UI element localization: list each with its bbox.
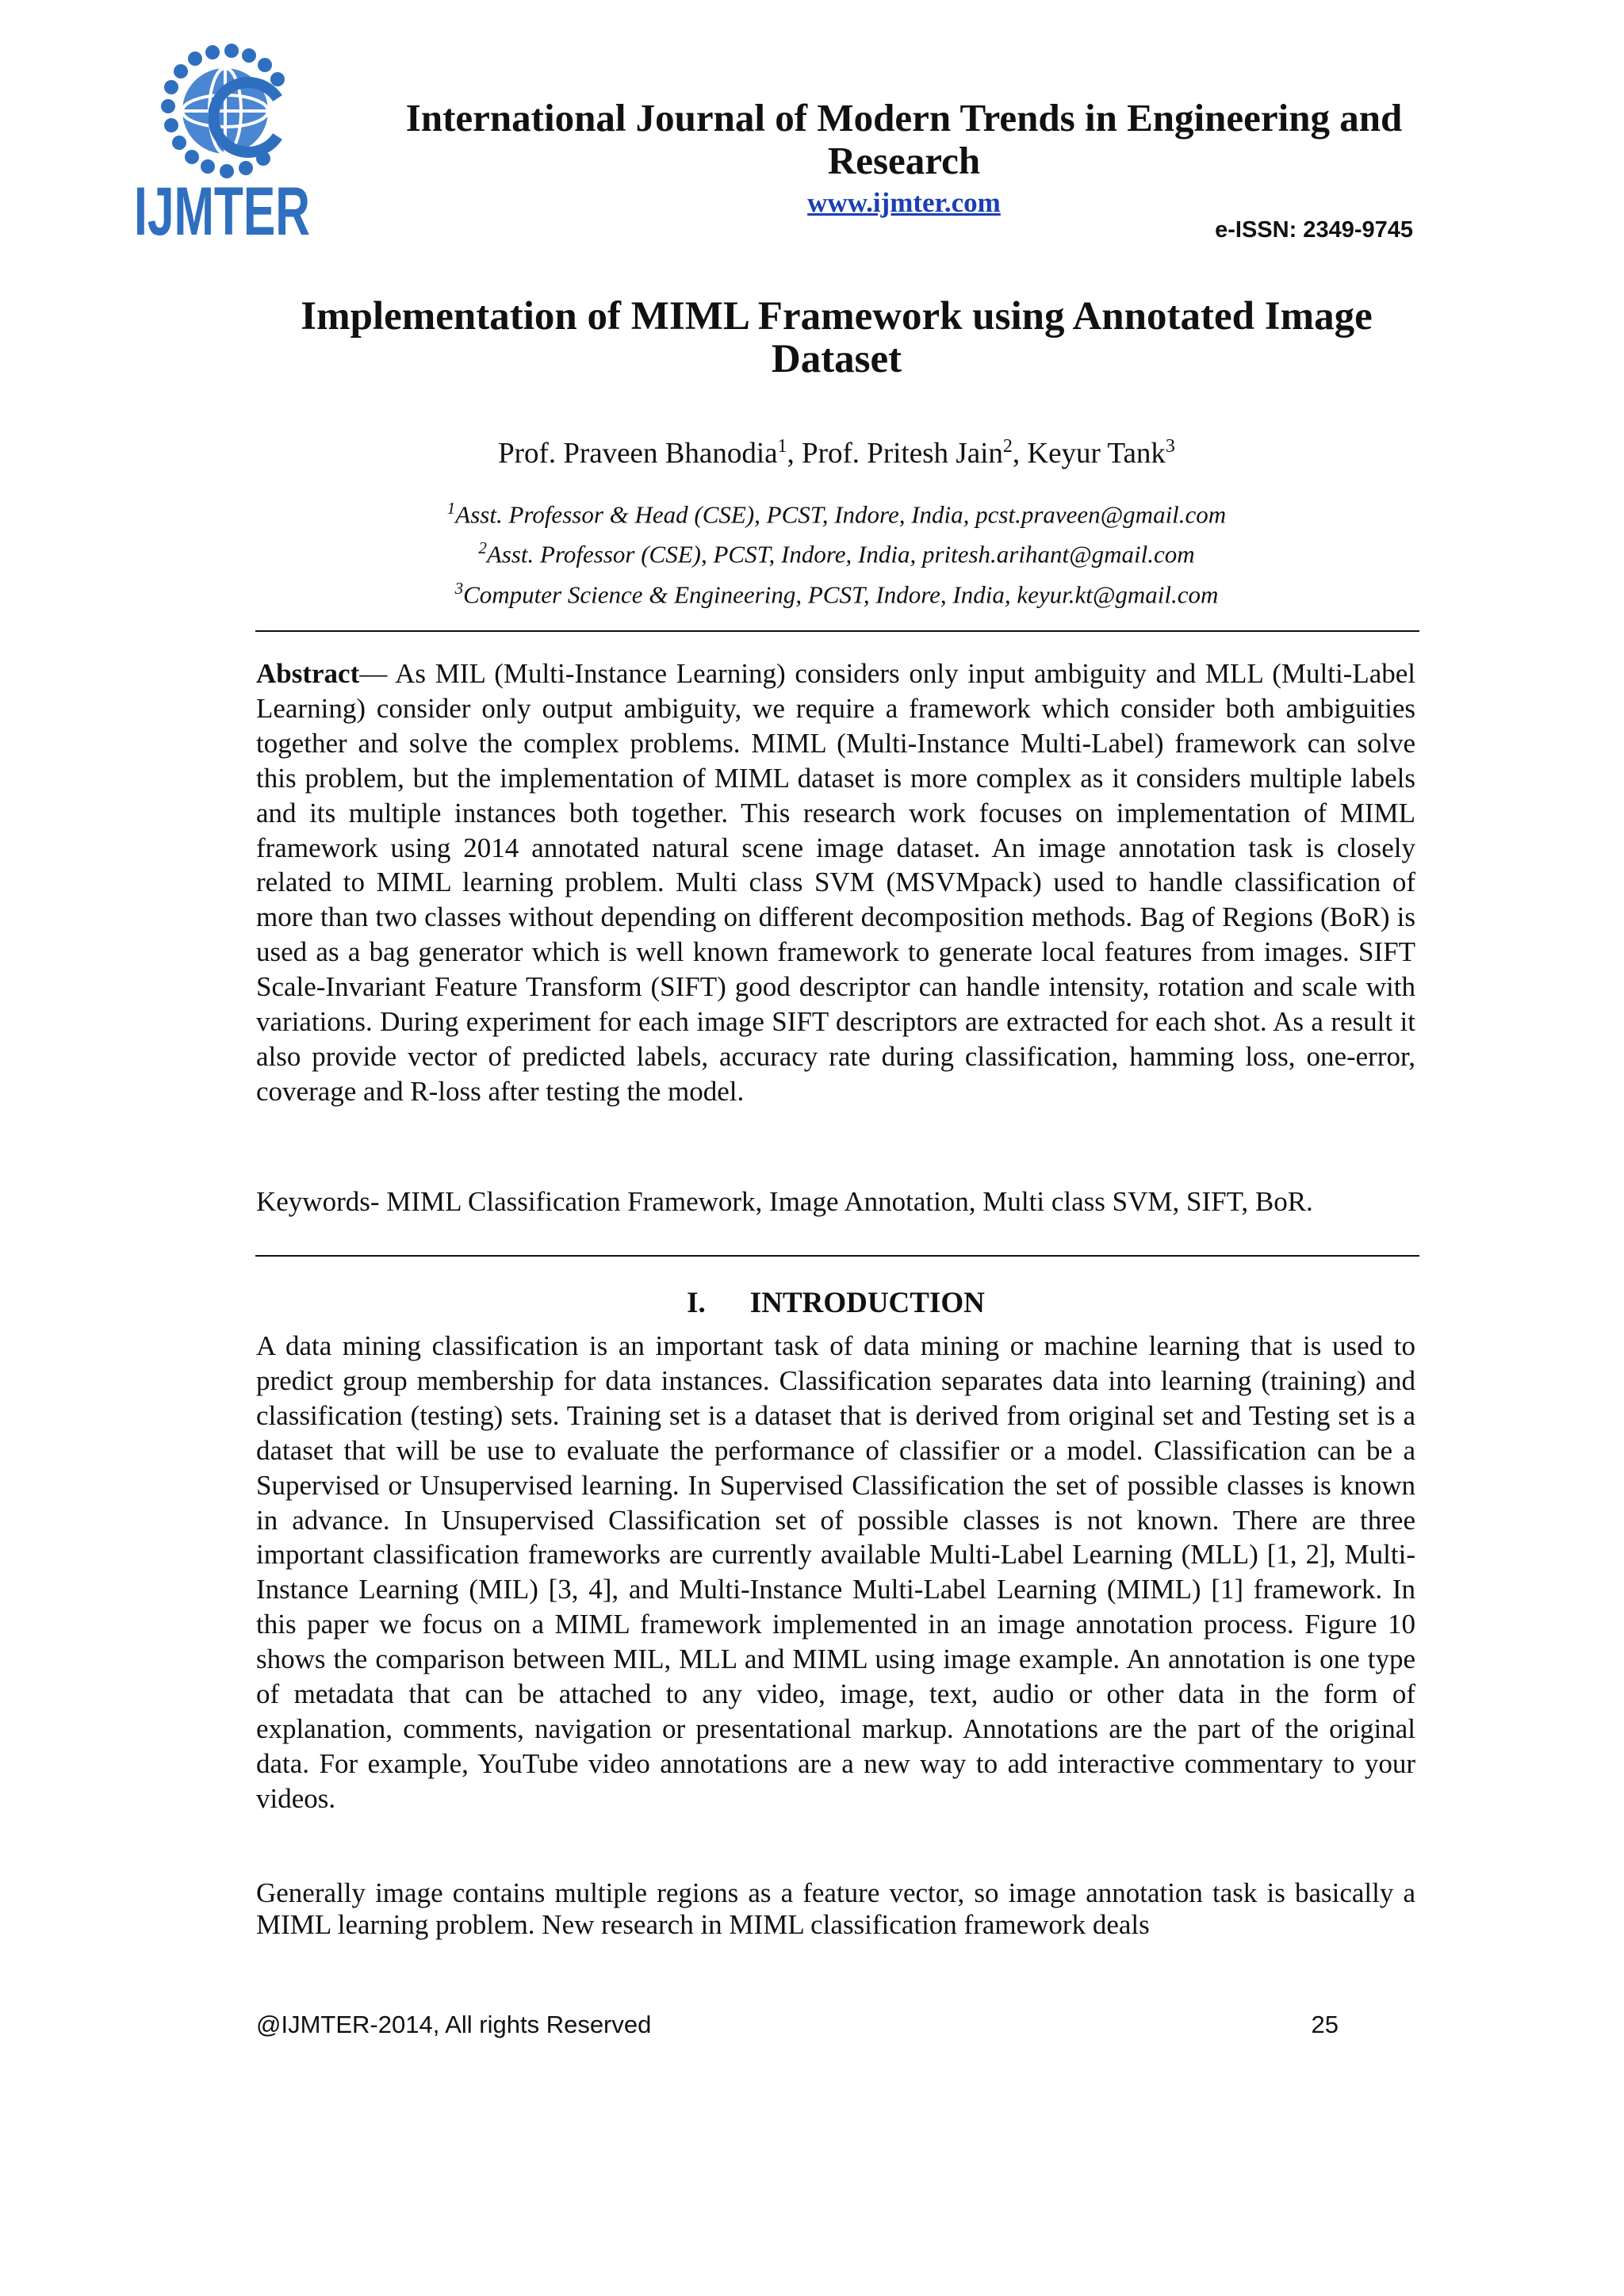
- journal-url-link[interactable]: www.ijmter.com: [807, 187, 1001, 218]
- issn-label: e-ISSN: 2349-9745: [1215, 217, 1413, 243]
- author-separator: ,: [787, 437, 802, 470]
- author-name: Prof. Pritesh Jain: [802, 437, 1003, 470]
- abstract-label: Abstract: [256, 658, 360, 689]
- page-footer: [256, 2011, 1339, 2039]
- logo-text: IJMTER: [134, 174, 310, 250]
- affiliation-list: [238, 492, 1435, 611]
- section-heading: [256, 1286, 1415, 1320]
- page-number: 25: [1311, 2011, 1339, 2038]
- section-title: INTRODUCTION: [749, 1287, 985, 1319]
- affiliation-line: [238, 572, 1435, 611]
- globe-logo-icon: [133, 35, 316, 250]
- affiliation-sup: 1: [446, 499, 456, 518]
- author-name: Prof. Praveen Bhanodia: [498, 437, 778, 470]
- divider: [255, 630, 1419, 632]
- paragraph: A data mining classification is an important task of data mining or machine learning that is used to predict group membership for data instances. Classification separates data into learning (training) and classification (testing) sets. Training set is a dataset that is derived from original set and Testing set is a dataset that will be use to evaluate the performance of classifier or a model. Classification can be a Supervised or Unsupervised learning. In Supervised Classification the set of possible classes is known in advance. In Unsupervised Classification set of possible classes is not known. There are three important classification frameworks are currently available Multi-Label Learning (MLL) [1, 2], Multi-Instance Learning (MIL) [3, 4], and Multi-Instance Multi-Label Learning (MIML) [1] framework. In this paper we focus on a MIML framework implemented in an image annotation process. Figure 10 shows the comparison between MIL, MLL and MIML using image example. An annotation is one type of metadata that can be attached to any video, image, text, audio or other data in the form of explanation, comments, navigation or presentational markup. Annotations are the part of the original data. For example, YouTube video annotations are a new way to add interactive commentary to your videos.: [256, 1330, 1415, 1814]
- affiliation-text: Asst. Professor (CSE), PCST, Indore, India, pritesh.arihant@gmail.com: [486, 540, 1195, 568]
- divider: [255, 1255, 1419, 1257]
- abstract-text: As MIL (Multi-Instance Learning) considers only input ambiguity and MLL (Multi-Label Learning) consider only output ambiguity, we require a framework which consider both ambiguities together and solve the complex problems. MIML (Multi-Instance Multi-Label) framework can solve this problem, but the implementation of MIML dataset is more complex as it considers multiple labels and its multiple instances both together. This research work focuses on implementation of MIML framework using 2014 annotated natural scene image dataset. An image annotation task is closely related to MIML learning problem. Multi class SVM (MSVMpack) used to handle classification of more than two classes without depending on different decomposition methods. Bag of Regions (BoR) is used as a bag generator which is well known framework to generate local features from images. SIFT Scale-Invariant Feature Transform (SIFT) good descriptor can handle intensity, rotation and scale with variations. During experiment for each image SIFT descriptors are extracted for each shot. As a result it also provide vector of predicted labels, accuracy rate during classification, hamming loss, one-error, coverage and R-loss after testing the model.: [256, 658, 1415, 1107]
- affiliation-sup: 2: [478, 538, 487, 558]
- author-list: [238, 436, 1435, 470]
- paragraph: Generally image contains multiple regions as a feature vector, so image annotation task is basically a MIML learning problem. New research in MIML classification framework deals: [256, 1877, 1415, 1940]
- copyright-text: @IJMTER-2014, All rights Reserved: [256, 2011, 652, 2038]
- affiliation-line: [238, 531, 1435, 571]
- affiliation-text: Asst. Professor & Head (CSE), PCST, Indore, India, pcst.praveen@gmail.com: [455, 500, 1227, 529]
- author-sup: 3: [1165, 436, 1175, 457]
- author-name: Keyur Tank: [1027, 437, 1166, 470]
- journal-title: International Journal of Modern Trends in Engineering and Research: [405, 96, 1403, 182]
- author-sup: 2: [1002, 436, 1013, 457]
- journal-logo: [133, 35, 316, 250]
- affiliation-text: Computer Science & Engineering, PCST, Indore, India, keyur.kt@gmail.com: [463, 580, 1219, 608]
- abstract: [256, 656, 1415, 1109]
- affiliation-sup: 3: [454, 578, 464, 598]
- paper-title: Implementation of MIML Framework using Annotated Image Dataset: [301, 294, 1373, 381]
- section-number: I.: [687, 1287, 706, 1319]
- keywords: Keywords- MIML Classification Framework, Image Annotation, Multi class SVM, SIFT, BoR.: [256, 1186, 1313, 1217]
- author-sup: 1: [777, 436, 787, 457]
- affiliation-line: [238, 492, 1435, 531]
- author-separator: ,: [1012, 437, 1028, 470]
- abstract-dash: —: [359, 658, 396, 689]
